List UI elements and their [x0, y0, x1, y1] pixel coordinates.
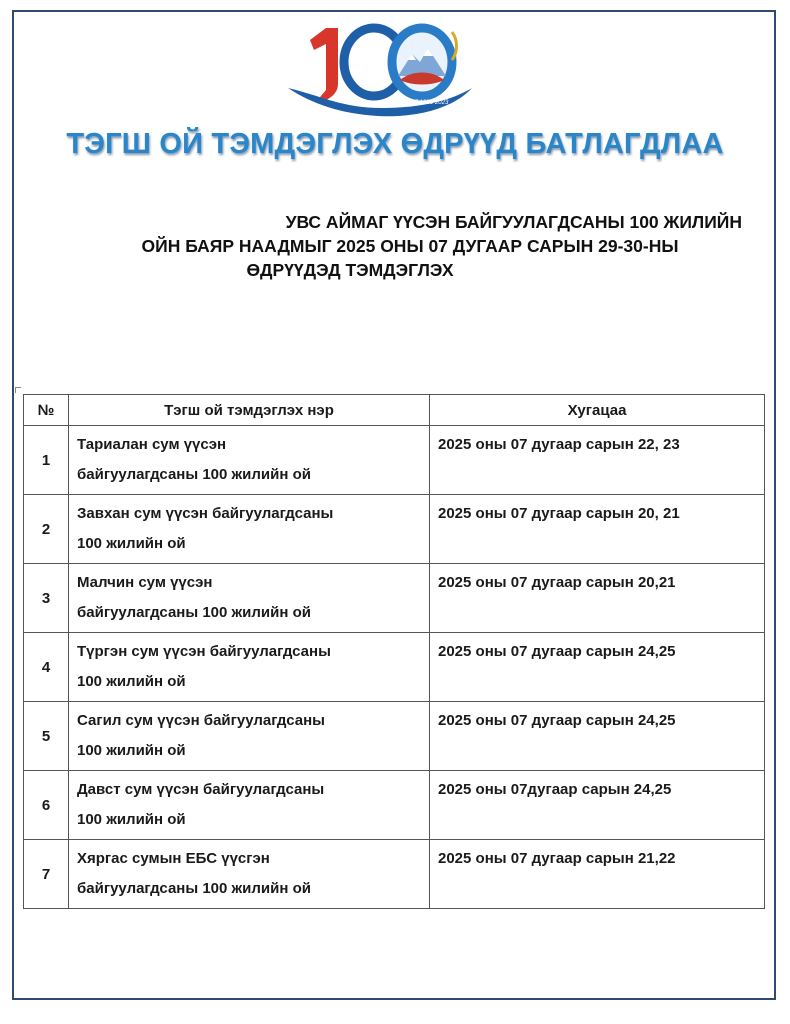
row-number: 3	[24, 564, 69, 633]
row-number: 6	[24, 771, 69, 840]
table-row	[24, 564, 765, 633]
row-name	[69, 702, 430, 771]
row-name-line-2: 100 жилийн ой	[77, 673, 186, 690]
row-name-line-1: Сагил сум үүсэн байгуулагдсаны	[77, 712, 325, 729]
row-number: 4	[24, 633, 69, 702]
row-name	[69, 564, 430, 633]
table-row	[24, 426, 765, 495]
table-row	[24, 702, 765, 771]
anniversary-schedule-table	[23, 394, 765, 909]
header-date: Хугацаа	[430, 395, 765, 426]
row-number: 5	[24, 702, 69, 771]
row-number: 7	[24, 840, 69, 909]
logo-label: УВС АЙМАГ 1923-2023	[383, 100, 449, 106]
row-date: 2025 оны 07 дугаар сарын 20, 21	[430, 495, 765, 564]
header-name: Тэгш ой тэмдэглэх нэр	[69, 395, 430, 426]
row-name-line-1: Тариалан сум үүсэн	[77, 436, 227, 453]
table-anchor-marker	[15, 387, 21, 393]
row-name-line-1: Завхан сум үүсэн байгуулагдсаны	[77, 505, 334, 522]
table-row	[24, 840, 765, 909]
subtitle-line-3: ӨДРҮҮДЭД ТЭМДЭГЛЭХ	[246, 260, 454, 280]
subtitle-line-1: УВС АЙМАГ ҮҮСЭН БАЙГУУЛАГДСАНЫ 100 ЖИЛИЙН	[285, 212, 742, 232]
logo-numeral-one	[310, 28, 338, 102]
row-date: 2025 оны 07дугаар сарын 24,25	[430, 771, 765, 840]
anniversary-logo	[282, 18, 478, 118]
row-name	[69, 771, 430, 840]
table-header-row	[24, 395, 765, 426]
header-number: №	[24, 395, 69, 426]
row-name-line-2: байгуулагдсаны 100 жилийн ой	[77, 466, 311, 483]
announcement-subtitle	[60, 210, 760, 282]
row-name	[69, 633, 430, 702]
row-date: 2025 оны 07 дугаар сарын 24,25	[430, 702, 765, 771]
table-row	[24, 633, 765, 702]
row-name-line-2: 100 жилийн ой	[77, 742, 186, 759]
table-row	[24, 495, 765, 564]
row-date: 2025 оны 07 дугаар сарын 24,25	[430, 633, 765, 702]
row-name	[69, 840, 430, 909]
row-date: 2025 оны 07 дугаар сарын 22, 23	[430, 426, 765, 495]
row-name-line-1: Хяргас сумын ЕБС үүсгэн	[77, 850, 270, 867]
row-name-line-2: байгуулагдсаны 100 жилийн ой	[77, 604, 311, 621]
row-name-line-1: Давст сум үүсэн байгуулагдсаны	[77, 781, 325, 798]
row-name-line-2: 100 жилийн ой	[77, 535, 186, 552]
row-name	[69, 426, 430, 495]
page-headline: ТЭГШ ОЙ ТЭМДЭГЛЭХ ӨДРҮҮД БАТЛАГДЛАА	[66, 128, 724, 160]
row-name-line-1: Түргэн сум үүсэн байгуулагдсаны	[77, 643, 331, 660]
row-name-line-2: байгуулагдсаны 100 жилийн ой	[77, 880, 311, 897]
row-name-line-2: 100 жилийн ой	[77, 811, 186, 828]
row-number: 2	[24, 495, 69, 564]
row-number: 1	[24, 426, 69, 495]
row-name	[69, 495, 430, 564]
row-name-line-1: Малчин сум үүсэн	[77, 574, 213, 591]
row-date: 2025 оны 07 дугаар сарын 20,21	[430, 564, 765, 633]
table-row	[24, 771, 765, 840]
subtitle-line-2: ОЙН БАЯР НААДМЫГ 2025 ОНЫ 07 ДУГААР САРЫН 29-30-НЫ	[141, 236, 679, 256]
row-date: 2025 оны 07 дугаар сарын 21,22	[430, 840, 765, 909]
